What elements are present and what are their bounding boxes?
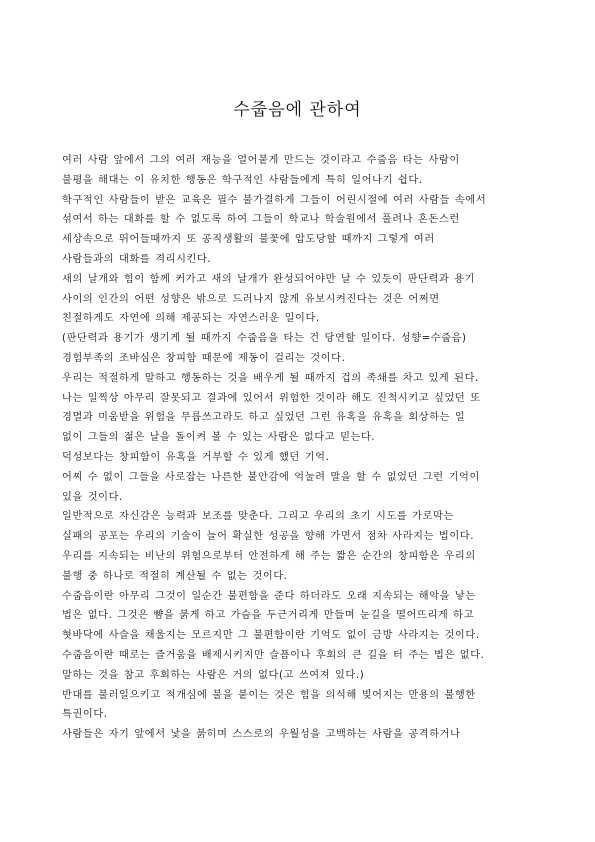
paragraph-line: 법은 없다. 그것은 뺨을 붉게 하고 가슴을 두근거리게 만들며 눈길을 떨어뜨리게 하고	[62, 610, 475, 622]
paragraph-line: 세상속으로 뛰어들때까지 또 공직생활의 불꽃에 압도당할 때까지 그렇게 여러	[62, 234, 435, 246]
document-title: 수줍음에 관하여	[233, 100, 362, 120]
paragraph-line: 덕성보다는 창피함이 유혹을 거부할 수 있게 했던 기억.	[62, 451, 330, 463]
paragraph-line: 일반적으로 자신감은 능력과 보조를 맞춘다. 그리고 우리의 초기 시도를 가로막는	[62, 511, 454, 523]
paragraph-line: 수줍음이란 때로는 즐거움을 배제시키지만 슬픔이나 후회의 큰 길을 터 주는 법은 없다.	[62, 649, 485, 661]
document-body	[62, 151, 542, 745]
paragraph-line: 친절하게도 자연에 의해 제공되는 자연스러운 일이다.	[62, 313, 320, 325]
paragraph-line: 사람들은 자기 앞에서 낯을 붉히며 스스로의 우월성을 고백하는 사람을 공격하거나	[62, 729, 461, 741]
paragraph-line: 혓바닥에 사슬을 채울지는 모르지만 그 불편함이란 기억도 없이 금방 사라지는 것이다.	[62, 630, 480, 642]
paragraph-line: 나는 일찍상 아무리 잘못되고 결과에 있어서 위험한 것이라 해도 진척시키고 싶었던 또	[62, 392, 481, 404]
paragraph-line: 말하는 것을 참고 후회하는 사람은 거의 없다(고 쓰여져 있다.)	[62, 669, 365, 681]
paragraph-line: 없이 그들의 젊은 날을 돌이켜 볼 수 있는 사람은 없다고 믿는다.	[62, 432, 376, 444]
paragraph-line: 여러 사람 앞에서 그의 여러 재능을 얼어붙게 만드는 것이라고 수줍음 타는 사람이	[62, 155, 460, 166]
paragraph-line: 사이의 인간의 어떤 성향은 밖으로 드러나지 않게 유보시켜진다는 것은 어쩌면	[62, 293, 440, 305]
paragraph-line: 학구적인 사람들이 받은 교육은 필수 불가결하게 그들이 어린시절에 여러 사람들 속에서	[62, 194, 487, 206]
paragraph-line: 특권이다.	[62, 709, 108, 721]
paragraph-line: 우리를 지속되는 비난의 위험으로부터 안전하게 해 주는 짧은 순간의 창피함은 우리의	[62, 550, 476, 562]
paragraph-line: 반대를 불러일으키고 적개심에 불을 붙이는 것은 힘을 의식해 빚어지는 만용의 불행한	[62, 689, 476, 701]
paragraph-line: (판단력과 용기가 생기게 될 때까지 수줍음을 타는 건 당연할 일이다. 성향=수줍음)	[62, 333, 467, 345]
paragraph-line: 수줍음이란 아무리 그것이 일순간 불편함을 준다 하더라도 오래 지속되는 해악을 낳는	[62, 590, 476, 602]
paragraph-line: 경험부족의 조바심은 창피함 때문에 제동이 걸리는 것이다.	[62, 352, 346, 364]
paragraph-line: 사람들과의 대화를 격리시킨다.	[62, 253, 212, 265]
paragraph-line: 우리는 적절하게 말하고 행동하는 것을 배우게 될 때까지 겁의 족쇄를 차고 있게 된다.	[62, 372, 479, 384]
paragraph-line: 불행 중 하나로 적절히 계산될 수 없는 것이다.	[62, 570, 288, 582]
paragraph-line: 실패의 공포는 우리의 기술이 늘어 확실한 성공을 향해 가면서 점차 사라지는 법이다.	[62, 531, 475, 543]
paragraph-line: 경멸과 미움받을 위험을 무릅쓰고라도 하고 싶었던 그런 유혹을 유혹을 회상하는 일	[62, 412, 466, 424]
paragraph-line: 있을 것이다.	[62, 491, 123, 503]
paragraph-line: 새의 날개와 힘이 함께 커가고 새의 날개가 완성되어야만 날 수 있듯이 판단력과 용기	[62, 273, 476, 285]
paragraph-line: 어찌 수 없이 그들을 사로잡는 나른한 불안감에 억눌려 말을 할 수 없었던 그런 기억이	[62, 471, 480, 483]
paragraph-line: 불평을 해대는 이 유치한 행동은 학구적인 사람들에게 특히 일어나기 쉽다.	[62, 174, 423, 186]
paragraph-line: 섞여서 하는 대화를 할 수 없도록 하여 그들이 학교나 학술원에서 풀려나 혼돈스런	[62, 214, 460, 226]
